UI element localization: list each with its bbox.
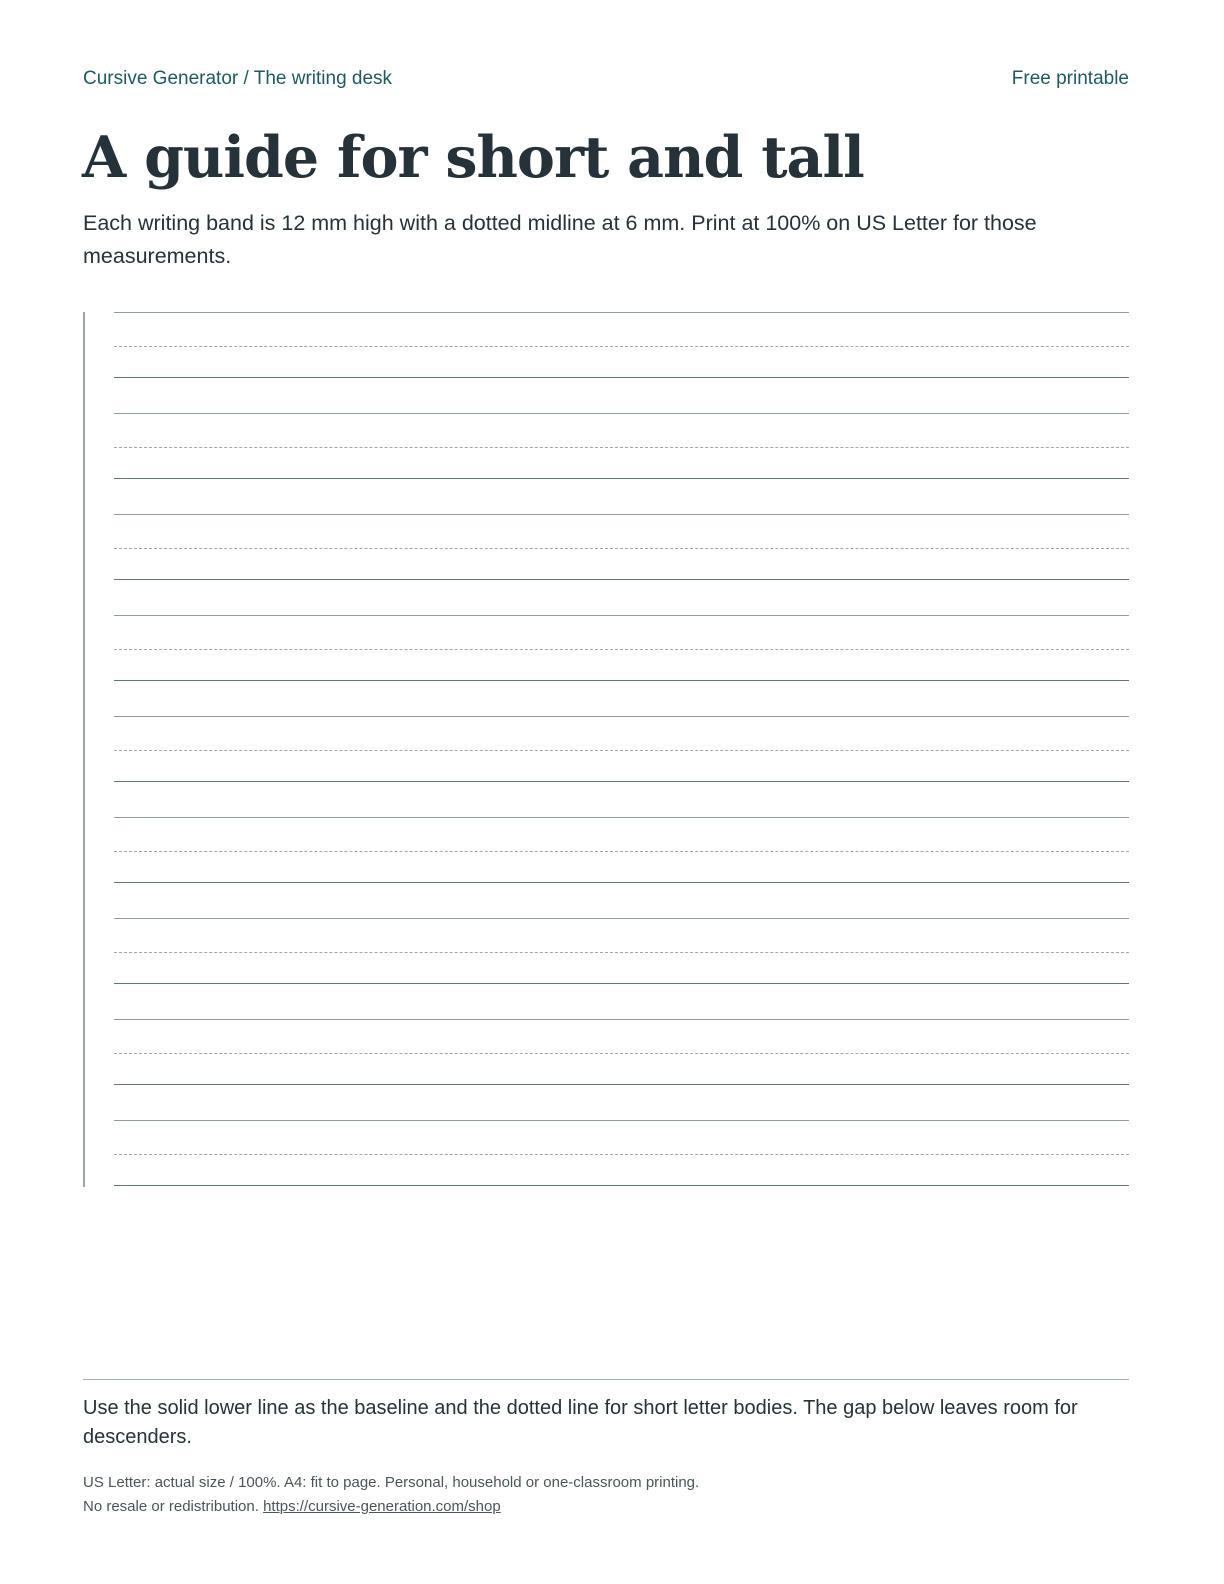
base-guide-line bbox=[114, 983, 1129, 984]
base-guide-line bbox=[114, 1185, 1129, 1186]
shop-link[interactable]: https://cursive-generation.com/shop bbox=[263, 1498, 501, 1515]
page-title: A guide for short and tall bbox=[82, 124, 864, 191]
top-guide-line bbox=[114, 1120, 1129, 1121]
top-guide-line bbox=[114, 918, 1129, 919]
base-guide-line bbox=[114, 781, 1129, 782]
mid-guide-line bbox=[114, 952, 1129, 953]
writing-band bbox=[114, 716, 1129, 789]
breadcrumb[interactable]: Cursive Generator / The writing desk bbox=[83, 68, 393, 89]
mid-guide-line bbox=[114, 750, 1129, 751]
mid-guide-line bbox=[114, 346, 1129, 347]
fine-print bbox=[83, 1471, 1129, 1519]
writing-band bbox=[114, 918, 1129, 991]
writing-band bbox=[114, 1019, 1129, 1092]
fine-print-line-1: US Letter: actual size / 100%. A4: fit to page. Personal, household or one-classroom printing. bbox=[83, 1474, 700, 1491]
top-bar bbox=[83, 66, 1129, 92]
base-guide-line bbox=[114, 377, 1129, 378]
base-guide-line bbox=[114, 680, 1129, 681]
base-guide-line bbox=[114, 1084, 1129, 1085]
free-printable-label: Free printable bbox=[1011, 68, 1129, 89]
top-guide-line bbox=[114, 413, 1129, 414]
writing-band bbox=[114, 514, 1129, 587]
base-guide-line bbox=[114, 478, 1129, 479]
top-guide-line bbox=[114, 716, 1129, 717]
mid-guide-line bbox=[114, 548, 1129, 549]
footer-divider bbox=[83, 1379, 1129, 1380]
writing-band bbox=[114, 413, 1129, 486]
fine-print-line-2: No resale or redistribution. bbox=[83, 1498, 259, 1515]
top-guide-line bbox=[114, 1019, 1129, 1020]
base-guide-line bbox=[114, 579, 1129, 580]
writing-worksheet bbox=[83, 312, 1129, 1187]
base-guide-line bbox=[114, 882, 1129, 883]
mid-guide-line bbox=[114, 649, 1129, 650]
writing-band bbox=[114, 1120, 1129, 1193]
intro-text: Each writing band is 12 mm high with a dotted midline at 6 mm. Print at 100% on US Letter for those measurements. bbox=[83, 211, 1037, 268]
mid-guide-line bbox=[114, 1053, 1129, 1054]
top-guide-line bbox=[114, 817, 1129, 818]
writing-band bbox=[114, 312, 1129, 385]
writing-band bbox=[114, 615, 1129, 688]
top-guide-line bbox=[114, 514, 1129, 515]
top-guide-line bbox=[114, 312, 1129, 313]
mid-guide-line bbox=[114, 447, 1129, 448]
mid-guide-line bbox=[114, 851, 1129, 852]
writing-band bbox=[114, 817, 1129, 890]
margin-line bbox=[83, 312, 85, 1187]
footer-note: Use the solid lower line as the baseline and the dotted line for short letter bodies. The gap below leaves room for descenders. bbox=[83, 1397, 1078, 1448]
top-guide-line bbox=[114, 615, 1129, 616]
mid-guide-line bbox=[114, 1154, 1129, 1155]
